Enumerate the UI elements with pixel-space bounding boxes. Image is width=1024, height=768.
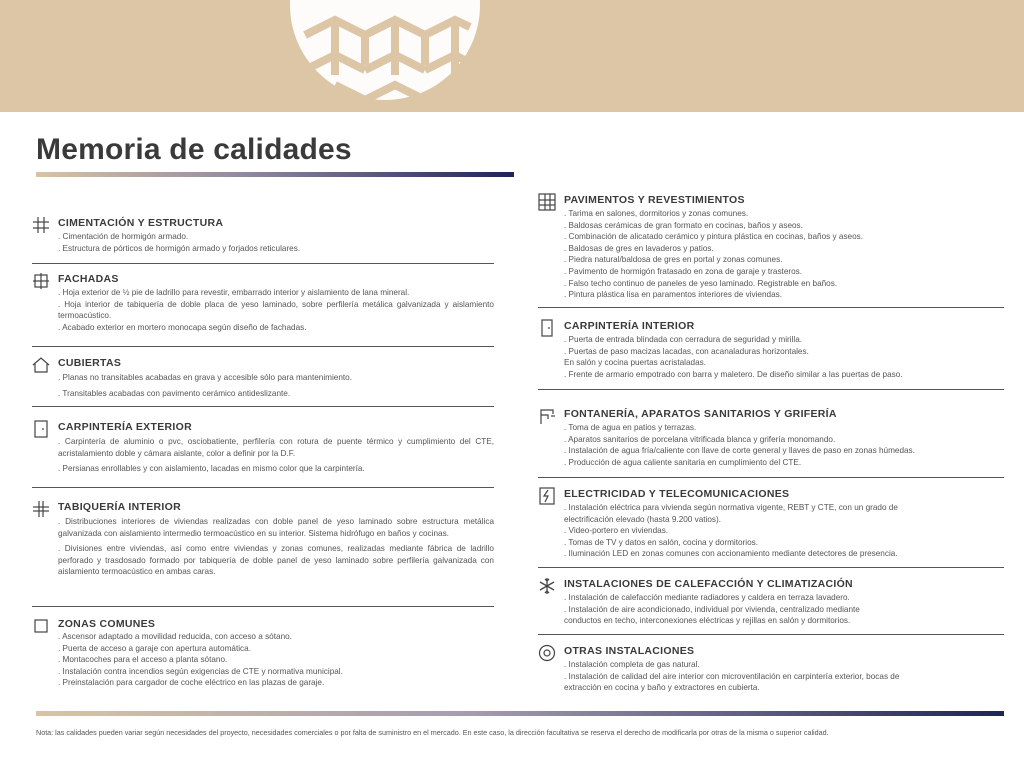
- footer-rule: [36, 711, 1004, 716]
- list-item: . Ascensor adaptado a movilidad reducida, con acceso a sótano.: [58, 632, 292, 641]
- list-item: . Instalación de calefacción mediante radiadores y caldera en terraza lavadero.: [564, 593, 850, 602]
- list-item: . Toma de agua en patios y terrazas.: [564, 423, 697, 432]
- title-block: [36, 132, 514, 177]
- list-item: . Hoja interior de tabiquería de doble placa de yeso laminado, sobre perfilería metálica galvanizada y aislamiento termoacústico.: [58, 299, 494, 321]
- common-areas-icon: [32, 617, 50, 635]
- list-item: . Carpintería de aluminio o pvc, osciobatiente, perfilería con rotura de puente térmico y cumplimiento del CTE, acristalamiento doble y cámara aislante, color a definir por la D.F.: [58, 437, 494, 458]
- section-title: INSTALACIONES DE CALEFACCIÓN Y CLIMATIZACIÓN: [564, 578, 853, 590]
- list-item: . Combinación de alicatado cerámico y pintura plástica en cocinas, baños y aseos.: [564, 232, 864, 242]
- section-cubiertas: [32, 356, 494, 407]
- title-underline: [36, 172, 514, 177]
- list-item: . Instalación eléctrica para vivienda según normativa vigente, REBT y CTE, con un grado de: [564, 503, 898, 512]
- section-title: FACHADAS: [58, 273, 119, 285]
- list-item: . Iluminación LED en zonas comunes con accionamiento mediante detectores de presencia.: [564, 549, 898, 559]
- section-title: OTRAS INSTALACIONES: [564, 645, 695, 657]
- faucet-icon: [538, 407, 556, 425]
- list-item: . Baldosas cerámicas de gran formato en cocinas, baños y aseos.: [564, 220, 803, 230]
- section-otras-instalaciones: [538, 644, 1004, 694]
- list-item: extracción en cocina y baño y extractores en cubierta.: [564, 683, 760, 693]
- list-item: . Puerta de acceso a garaje con apertura automática.: [58, 643, 251, 653]
- list-item: conductos en techo, interconexiones eléctricas y rejillas en salón y dormitorios.: [564, 616, 851, 626]
- section-fachadas: [32, 272, 494, 347]
- facade-icon: [32, 272, 50, 290]
- section-title: CUBIERTAS: [58, 357, 122, 369]
- list-item: . Piedra natural/baldosa de gres en portal y zonas comunes.: [564, 255, 783, 265]
- section-title: ZONAS COMUNES: [58, 618, 156, 630]
- list-item: . Puerta de entrada blindada con cerradura de seguridad y mirilla.: [564, 335, 803, 344]
- gas-icon: [538, 644, 556, 662]
- list-item: . Cimentación de hormigón armado.: [58, 232, 189, 241]
- section-title: CARPINTERÍA INTERIOR: [564, 320, 695, 332]
- section-title: CARPINTERÍA EXTERIOR: [58, 421, 192, 433]
- roof-icon: [32, 356, 50, 374]
- section-carpinteria-interior: [538, 319, 1004, 390]
- window-icon: [32, 420, 50, 438]
- tiles-icon: [538, 193, 556, 211]
- section-title: TABIQUERÍA INTERIOR: [58, 501, 181, 513]
- section-carpinteria-exterior: [32, 420, 494, 488]
- list-item: . Aparatos sanitarios de porcelana vitrificada blanca y grifería monomando.: [564, 434, 836, 444]
- foundation-icon: [32, 216, 50, 234]
- list-item: . Persianas enrollables y con aislamiento, lacadas en mismo color que la carpintería.: [58, 464, 365, 474]
- list-item: . Instalación contra incendios según exigencias de CTE y normativa municipal.: [58, 666, 343, 676]
- section-fontaneria: [538, 407, 1004, 478]
- list-item: . Distribuciones interiores de viviendas realizadas con doble panel de yeso laminado sobre estructura metálica galvanizada con aislamiento intermedio termoacústico en su interior. Sistema hidrófugo en baños y cocinas.: [58, 517, 494, 538]
- list-item: . Montacoches para el acceso a planta sótano.: [58, 655, 228, 665]
- list-item: . Instalación de agua fría/caliente con llave de corte general y llaves de paso en zonas húmedas.: [564, 446, 915, 456]
- section-title: CIMENTACIÓN Y ESTRUCTURA: [58, 217, 224, 229]
- list-item: . Preinstalación para cargador de coche eléctrico en las plazas de garaje.: [58, 678, 325, 688]
- section-zonas-comunes: [32, 617, 494, 697]
- snowflake-icon: [538, 577, 556, 595]
- list-item: . Instalación de aire acondicionado, individual por vivienda, centralizado mediante: [564, 604, 860, 614]
- door-icon: [538, 319, 556, 337]
- list-item: . Frente de armario empotrado con barra y maletero. De diseño similar a las puertas de paso.: [564, 369, 903, 379]
- header-logo-emblem: [285, 0, 485, 105]
- section-cimentacion: [32, 216, 494, 264]
- list-item: . Puertas de paso macizas lacadas, con acanaladuras horizontales.: [564, 346, 809, 356]
- section-electricidad: [538, 487, 1004, 568]
- list-item: . Video-portero en viviendas.: [564, 526, 669, 536]
- list-item: . Instalación de calidad del aire interior con microventilación en carpintería exterior, bocas de: [564, 671, 900, 681]
- electricity-icon: [538, 487, 556, 505]
- partition-icon: [32, 500, 50, 518]
- list-item: . Pintura plástica lisa en paramentos interiores de viviendas.: [564, 290, 782, 300]
- section-tabiqueria: [32, 500, 494, 607]
- section-title: ELECTRICIDAD Y TELECOMUNICACIONES: [564, 488, 790, 500]
- page-title: Memoria de calidades: [36, 133, 352, 166]
- section-climatizacion: [538, 577, 1004, 635]
- list-item: . Transitables acabadas con pavimento cerámico antideslizante.: [58, 388, 291, 398]
- list-item: . Estructura de pórticos de hormigón armado y forjados reticulares.: [58, 243, 301, 253]
- list-item: . Baldosas de gres en lavaderos y patios.: [564, 243, 714, 253]
- list-item: . Hoja exterior de ½ pie de ladrillo para revestir, embarrado interior y aislamiento de lana mineral.: [58, 288, 410, 297]
- list-item: En salón y cocina puertas acristaladas.: [564, 358, 706, 368]
- list-item: . Producción de agua caliente sanitaria en cumplimiento del CTE.: [564, 457, 802, 467]
- list-item: . Tomas de TV y datos en salón, cocina y dormitorios.: [564, 537, 759, 547]
- section-title: PAVIMENTOS Y REVESTIMIENTOS: [564, 194, 745, 206]
- footnote: Nota: las calidades pueden variar según necesidades del proyecto, necesidades comerciales o por falta de suministro en el mercado. En este caso, la dirección facultativa se reserva el derecho de modificarla por otras de la misma o superior calidad.: [36, 728, 829, 737]
- list-item: . Tarima en salones, dormitorios y zonas comunes.: [564, 209, 749, 218]
- header-band: [0, 0, 1024, 112]
- list-item: . Divisiones entre viviendas, así como entre viviendas y zonas comunes, realizadas mediante fábrica de ladrillo perforado y trasdosado formado por tabiquería de doble panel de yeso laminado sobre perfilería galvanizada con aislamiento termoacústico en ambas caras.: [58, 544, 494, 577]
- list-item: . Acabado exterior en mortero monocapa según diseño de fachadas.: [58, 322, 307, 332]
- list-item: . Falso techo continuo de paneles de yeso laminado. Registrable en baños.: [564, 278, 838, 288]
- section-pavimentos: [538, 193, 1004, 308]
- list-item: . Pavimento de hormigón fratasado en zona de garaje y trasteros.: [564, 266, 803, 276]
- list-item: electrificación elevado (hasta 9.200 vatios).: [564, 514, 722, 524]
- section-title: FONTANERÍA, APARATOS SANITARIOS Y GRIFERÍA: [564, 408, 837, 420]
- list-item: . Instalación completa de gas natural.: [564, 660, 700, 669]
- list-item: . Planas no transitables acabadas en grava y accesible sólo para mantenimiento.: [58, 373, 353, 382]
